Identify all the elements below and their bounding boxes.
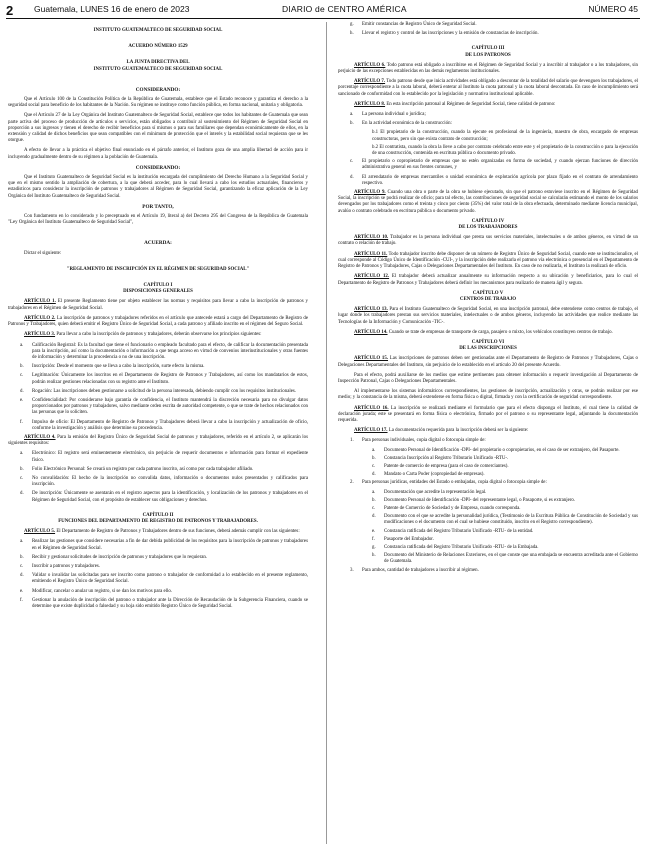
- article: ARTÍCULO 5. El Departamento de Registro de Patronos y Trabajadores dentro de sus funciones, deberá además cumplir con las siguientes:: [24, 529, 300, 535]
- paragraph: Que el Artículo 27 de la Ley Orgánica del Instituto Guatemalteco de Seguridad Social, establece que todos los habitantes de Guatemala que sean parte activa del proceso de producción de artículos o servicios, están obligados a contribuir al sostenimiento del Régimen de Seguridad Social en proporción a sus ingresos y tienen el derecho de recibir beneficios para sí mismos o para sus familiares que dependan económicamente de ellos, en la extensión y calidad de dichos beneficios que sean compatibles con el mínimum de protección que el interés y la estabilidad social requieran que se les otorgue.: [8, 113, 308, 144]
- list-item: d. Rogación: Las inscripciones deben gestionarse a solicitud de la persona interesada, debiendo cumplir con los requisitos institucionales.: [20, 388, 297, 394]
- sub-list-item: c. Patente de Comercio de Sociedad y de Empresa, cuando corresponda.: [372, 505, 521, 511]
- sub-list-item: h. Documento del Ministerio de Relaciones Exteriores, en el que conste que una embajada se encuentra acreditada ante el Gobierno de Guatemala.: [372, 553, 638, 565]
- chapter-number: CAPÍTULO V: [472, 290, 504, 296]
- list-item: a. Realizar las gestiones que considere necesarias a fin de dar debida publicidad de los requisitos para la inscripción de patronos y trabajadores en el Régimen de Seguridad Social.: [20, 539, 308, 551]
- chapter-title: DISPOSICIONES GENERALES: [123, 289, 193, 295]
- agreement-number: ACUERDO NÚMERO 1529: [128, 44, 188, 50]
- list-item: c. No convalidación: El hecho de la inscripción no convalida datos, información o documentos nulos presentados y calificados para inscripción.: [20, 475, 308, 488]
- list-item: b. Folio Electrónico Personal: Se creará un registro por cada patrono inscrito, así como por cada trabajador afiliado.: [20, 466, 254, 472]
- paragraph: Con fundamento en lo considerado y lo preceptuado en el Artículo 19, literal a) del Decreto 295 del Congreso de la República de Guatemala "Ley Orgánica del Instituto Guatemalteco de Seguridad Social",: [8, 214, 308, 226]
- chapter-title: FUNCIONES DEL DEPARTAMENTO DE REGISTRO DE PATRONOS Y TRABAJADORES.: [58, 518, 258, 524]
- article: ARTÍCULO 2. La inscripción de patronos y trabajadores referidos en el artículo que antecede estará a cargo del Departamento de Registro de Patronos y Trabajadores, quien deberá emitir el Registro Único de Seguridad Social, a cada patrono y afiliado inscrito en el régimen del Seguro Social.: [8, 315, 309, 328]
- column-divider: [326, 22, 327, 844]
- article: ARTÍCULO 16. La inscripción se realizará mediante el formulario que para el efecto disponga el Instituto, el cual tiene la calidad de declaración jurada; este se presentará en forma física o electrónica, firmado por el patrono o su representante legal, adjuntando la documentación requerida.: [338, 405, 638, 423]
- list-item: b. En la actividad económica de la construcción:: [350, 121, 452, 127]
- article: ARTÍCULO 14. Cuando se trate de empresas de transporte de carga, pasajero o mixto, los vehículos constituyen centros de trabajo.: [354, 329, 613, 335]
- board-heading-2: INSTITUTO GUATEMALTECO DE SEGURIDAD SOCIAL: [93, 66, 223, 72]
- regulation-title: "REGLAMENTO DE INSCRIPCIÓN EN EL RÉGIMEN DE SEGURIDAD SOCIAL": [66, 266, 250, 272]
- list-item: f. Gestionar la anulación de inscripción del patrono o trabajador ante la Dirección de Recaudación de la Subgerencia Financiera, cuando se determine que existe duplicidad o falsedad y su hoja sido emitido Registro Único de Seguridad Social.: [20, 597, 308, 609]
- issue-number: NÚMERO 45: [588, 4, 638, 14]
- article: ARTÍCULO 6. Todo patrono está obligado a inscribirse en el Régimen de Seguridad Social y a inscribir al trabajador o a los trabajadores, sin perjuicio de las excepciones establecidas en las demás reglamentos institucionales.: [338, 62, 639, 75]
- list-item: 2. Para personas jurídicas, entidades del Estado o embajadas, copia digital o fotocopia simple de:: [350, 480, 547, 486]
- sub-list-item: a. Documento Personal de Identificación -DPI- del propietario o copropietarios, en el caso de ser extranjero, del Pasaporte.: [372, 447, 620, 453]
- newspaper-name: DIARIO de CENTRO AMÉRICA: [282, 4, 407, 14]
- considerando-heading: CONSIDERANDO:: [135, 164, 181, 171]
- acuerda-heading: ACUERDA:: [144, 240, 172, 247]
- article: ARTÍCULO 11. Todo trabajador inscrito debe disponer de un número de Registro Único de Seguridad Social, cuando este se institucionalice, el cual corresponde al Código Único de Identificación -CUI-, y la inscripción debe realizarla el patrono vía electrónica o presencial en el Departamento de Registro de Patronos y Trabajadores, Cajas o Delegaciones Departamentales del Instituto. En caso de no realizarla, el Instituto la realizará de oficio.: [338, 251, 638, 270]
- sub-list-item: e. Constancia ratificada del Registro Tributario Unificado -RTU- de la entidad.: [372, 528, 534, 534]
- chapter-number: CAPÍTULO VI: [471, 339, 505, 345]
- list-item: 3. Para ambos, cantidad de trabajadores a inscribir al régimen.: [350, 567, 479, 573]
- list-item: e. Confidencialidad: Por considerarse bajo garantía de confidencia, el Instituto mantendrá la discreción necesaria para no divulgar datos proporcionados por patronos y trabajadores, salvo mediante orden escrita de autoridad competente, o que se trate de hechos relacionados con las personas que lo soliciten.: [20, 397, 308, 416]
- left-column: [8, 22, 308, 613]
- list-item: b. Inscripción: Desde el momento que se lleva a cabo la inscripción, surte efecto la misma.: [20, 364, 205, 370]
- paragraph: Al implementarse los sistemas informáticos correspondientes, las gestiones de inscripción, actualización y otras, se podrán realizar por ese medio; y la constancia de la misma, deberá extenderse en forma física o digital, firmada y con la certificación de seguridad correspondiente.: [338, 389, 638, 401]
- paragraph: Que el Artículo 100 de la Constitución Política de la República de Guatemala, establece que el Estado reconoce y garantiza el derecho a la seguridad social para beneficio de los habitantes de la Nación. Su régimen se instituye como función pública, en forma nacional, unitaria y obligatoria.: [8, 97, 308, 109]
- list-item: a. Calificación Registral: Es la facultad que tiene el funcionario o empleado facultado para el efecto, de calificar la documentación presentada para la inscripción, así como la documentación o información a que tenga acceso en virtud de convenios interinstitucionales y otras fuentes de información y determinar la procedencia o no de una inscripción.: [20, 342, 308, 360]
- sub-list-item: d. Mandato o Carta Poder (copropiedad de empresas).: [372, 472, 485, 478]
- list-item: d. Validar o invalidar las solicitadas para ser inscrito como patrono o trabajador de conformidad a lo establecido en el presente reglamento, emitiendo el Registro Único de Seguridad Social.: [20, 573, 308, 585]
- sub-list-item: b. Documento Personal de Identificación -DPI- del representante legal, o Pasaporte, si es extranjero.: [372, 497, 576, 503]
- article: ARTÍCULO 17. La documentación requerida para la inscripción deberá ser la siguiente:: [354, 428, 529, 434]
- list-item: c. El propietario o copropietario de empresas que no estén organizadas en forma de sociedad, y cuando ejerzan funciones de dirección administrativa general en sus frentes comunes, y: [350, 159, 638, 171]
- article: ARTÍCULO 7. Todo patrono desde que inicia actividades está obligado a descontar de la totalidad del salario que devenguen los trabajadores, el porcentaje correspondiente a la cuota laboral, deberá enterar al Instituto la cuota patronal y la cuota laboral descontada. En caso de incumplimiento será sancionado de conformidad con lo establecido por la legislación y normativa institucional aplicable.: [338, 79, 638, 97]
- paragraph: A efecto de llevar a la práctica el objetivo final enunciado en el párrafo anterior, el Instituto goza de una amplia libertad de acción para ir incluyendo gradualmente dentro de su régimen a la población de Guatemala.: [8, 148, 308, 160]
- article: ARTÍCULO 9. Cuando una obra o parte de la obra se hubiese ejecutado, sin que el patrono estuviese inscrito en el Régimen de Seguridad Social, la inscripción se podrá realizar de oficio; para tal efecto, las contribuciones de seguridad social se calcularán estimando el monto de los salarios devengados por los trabajadores como el treinta y cinco por ciento (35%) del valor total de la obra efectuada, determinado mediante licencia municipal, avalúo o contrato celebrado en escritura pública o documento privado.: [338, 190, 638, 214]
- list-item: c. Inscribir a patronos y trabajadores.: [20, 563, 101, 569]
- sub-list-item: b.1 El propietario de la construcción, cuando la ejecute en profesional de la ingeniería, maestro de obra, encargado de empresas constructoras, pero sin que exista contrato de construcción;: [372, 130, 638, 142]
- article: ARTÍCULO 4. Para la emisión del Registro Único de Seguridad Social de patronos y trabajadores, referido en el artículo 2, se aplicarán los siguientes requisitos:: [8, 434, 309, 447]
- sub-list-item: d. Documento con el que se acredite la personalidad jurídica, (Testimonio de la Escritura Pública de Constitución de Sociedad y sus modificaciones o el documento con el cual se hubiese constituido, inscrito en el Registro correspondiente).: [372, 514, 638, 526]
- list-item: a. Electrónico: El registro será eminentemente electrónico, sin perjuicio de requerir documentos e información para formar el expediente físico.: [20, 451, 308, 463]
- chapter-number: CAPÍTULO III: [471, 46, 505, 52]
- board-heading-1: LA JUNTA DIRECTIVA DEL: [126, 60, 190, 66]
- list-item: h. Llevar el registro y control de las inscripciones y la emisión de constancias de inscripción.: [350, 31, 539, 37]
- sub-list-item: b. Constancia Inscripción al Registro Tributario Unificado -RTU-.: [372, 455, 509, 461]
- issue-date: Guatemala, LUNES 16 de enero de 2023: [34, 4, 190, 14]
- paragraph: Para el efecto, podrá auxiliarse de los medios que estime pertinentes para obtener información o requerir investigación al Departamento de Inspección Patronal, Cajas o Delegaciones Departamentales.: [338, 372, 638, 384]
- article: ARTÍCULO 10. Trabajador es la persona individual que presta sus servicios materiales, intelectuales o de ambos géneros, en virtud de un contrato o relación de trabajo.: [338, 235, 638, 247]
- page-header: [6, 2, 640, 19]
- article: ARTÍCULO 1. El presente Reglamento tiene por objeto establecer las normas y requisitos para llevar a cabo la inscripción de patronos y trabajadores en el Régimen de Seguridad Social.: [8, 299, 308, 311]
- considerando-heading: CONSIDERANDO:: [135, 86, 181, 93]
- por-tanto-heading: POR TANTO,: [142, 203, 174, 210]
- sub-list-item: c. Patente de comercio de empresa (para el caso de comerciantes).: [372, 463, 509, 469]
- list-item: f. Impulso de oficio: El Departamento de Registro de Patronos y Trabajadores deberá llevar a cabo la inscripción y actualización de oficio, conforme la investigación y análisis que determine su procedencia.: [20, 419, 308, 431]
- list-item: a. La persona individual o jurídica;: [350, 112, 426, 118]
- sub-list-item: g. Constancia ratificada del Registro Tributario Unificado -RTU- de la Embajada.: [372, 545, 539, 550]
- chapter-number: CAPÍTULO II: [142, 512, 174, 518]
- article: ARTÍCULO 13. Para el Instituto Guatemalteco de Seguridad Social, en una inscripción patronal, debe entenderse como centros de trabajo, el lugar donde los trabajadores prestan sus servicios materiales, intelectuales o de ambos géneros, incluyendo las actividades que realice mediante las Tecnologías de la Información y Comunicación -TIC-.: [338, 307, 638, 325]
- institution-heading: INSTITUTO GUATEMALTECO DE SEGURIDAD SOCIAL: [93, 28, 223, 33]
- sub-list-item: f. Pasaporte del Embajador.: [372, 536, 434, 542]
- paragraph: Dictar el siguiente:: [24, 250, 62, 256]
- article: ARTÍCULO 12. El trabajador deberá actualizar anualmente su información respecto a su ubicación y beneficiarios, para lo cual el Departamento de Registro de Patronos y Trabajadores deberá definir los mecanismos para realizarlo de manera ágil y segura.: [338, 274, 638, 286]
- list-item: c. Legitimación: Únicamente los inscritos en el Departamento de Registro de Patronos y Trabajadores, así como los mandatarios de estos, podrán realizar gestiones relacionadas con su registro ante el Instituto.: [20, 373, 308, 385]
- list-item: 1. Para personas individuales, copia digital o fotocopia simple de:: [350, 438, 486, 444]
- list-item: b. Recibir y gestionar solicitudes de inscripción de patronos y trabajadores que lo requieran.: [20, 554, 208, 560]
- list-item: d. El arrendatario de empresas mercantiles o unidad económica de explotación agrícola por plazo fijado en el contrato de arrendamiento respectivo.: [350, 174, 638, 186]
- right-column: [338, 22, 638, 577]
- chapter-title: DE LAS INSCRIPCIONES: [459, 346, 517, 352]
- sub-list-item: a. Documentación que acredite la representación legal.: [372, 489, 487, 495]
- article: ARTÍCULO 8. En esta inscripción patronal al Régimen de Seguridad Social, tiene calidad de patrono:: [354, 101, 556, 107]
- list-item: g. Emitir constancias de Registro Único de Seguridad Social.: [350, 22, 477, 27]
- list-item: e. Modificar, cancelar o anular un registro, si se dan los motivos para ello.: [20, 588, 173, 594]
- chapter-number: CAPÍTULO IV: [471, 218, 505, 224]
- article: ARTÍCULO 15. Las inscripciones de patronos deben ser gestionadas ante el Departamento de Registro de Patronos y Trabajadores, Cajas o Delegaciones Departamentales del Instituto, sin perjuicio de lo establecido en el artículo 20 del presente Acuerdo.: [338, 356, 638, 368]
- chapter-title: DE LOS PATRONOS: [465, 52, 511, 58]
- chapter-title: CENTROS DE TRABAJO: [459, 296, 517, 302]
- chapter-number: CAPÍTULO I: [143, 283, 173, 289]
- sub-list-item: b.2 El contratista, cuando la obra la lleve a cabo por contrato celebrado entre este y el propietario de la construcción o para la ejecución de una construcción, contenida en escritura pública o documento privado.: [372, 144, 638, 157]
- paragraph: Que el Instituto Guatemalteco de Seguridad Social es la institución encargada del cumplimiento del Derecho Humano a la Seguridad Social y que en el mismo sentido la ampliación de cobertura, a la que deberá acceder, para lo cual llevará a cabo los estudios actuariales, financieros y estadísticos para considerar la inscripción de patronos y trabajadores al Régimen de Seguridad Social, garantizando la eficaz aplicación de la Ley Orgánica del Instituto Guatemalteco de Seguridad Social.: [8, 175, 308, 199]
- article: ARTÍCULO 3. Para llevar a cabo la inscripción de patronos y trabajadores, deberán observarse los principios siguientes:: [24, 332, 262, 338]
- page-number: 2: [6, 2, 14, 18]
- chapter-title: DE LOS TRABAJADORES: [458, 225, 518, 231]
- list-item: d. De inscripción: Únicamente se asentarán en el registro aspectos para la identificación, y localización de los patronos y trabajadores en el Régimen de Seguridad Social, con el propósito de establecer sus obligaciones y derechos.: [20, 491, 308, 503]
